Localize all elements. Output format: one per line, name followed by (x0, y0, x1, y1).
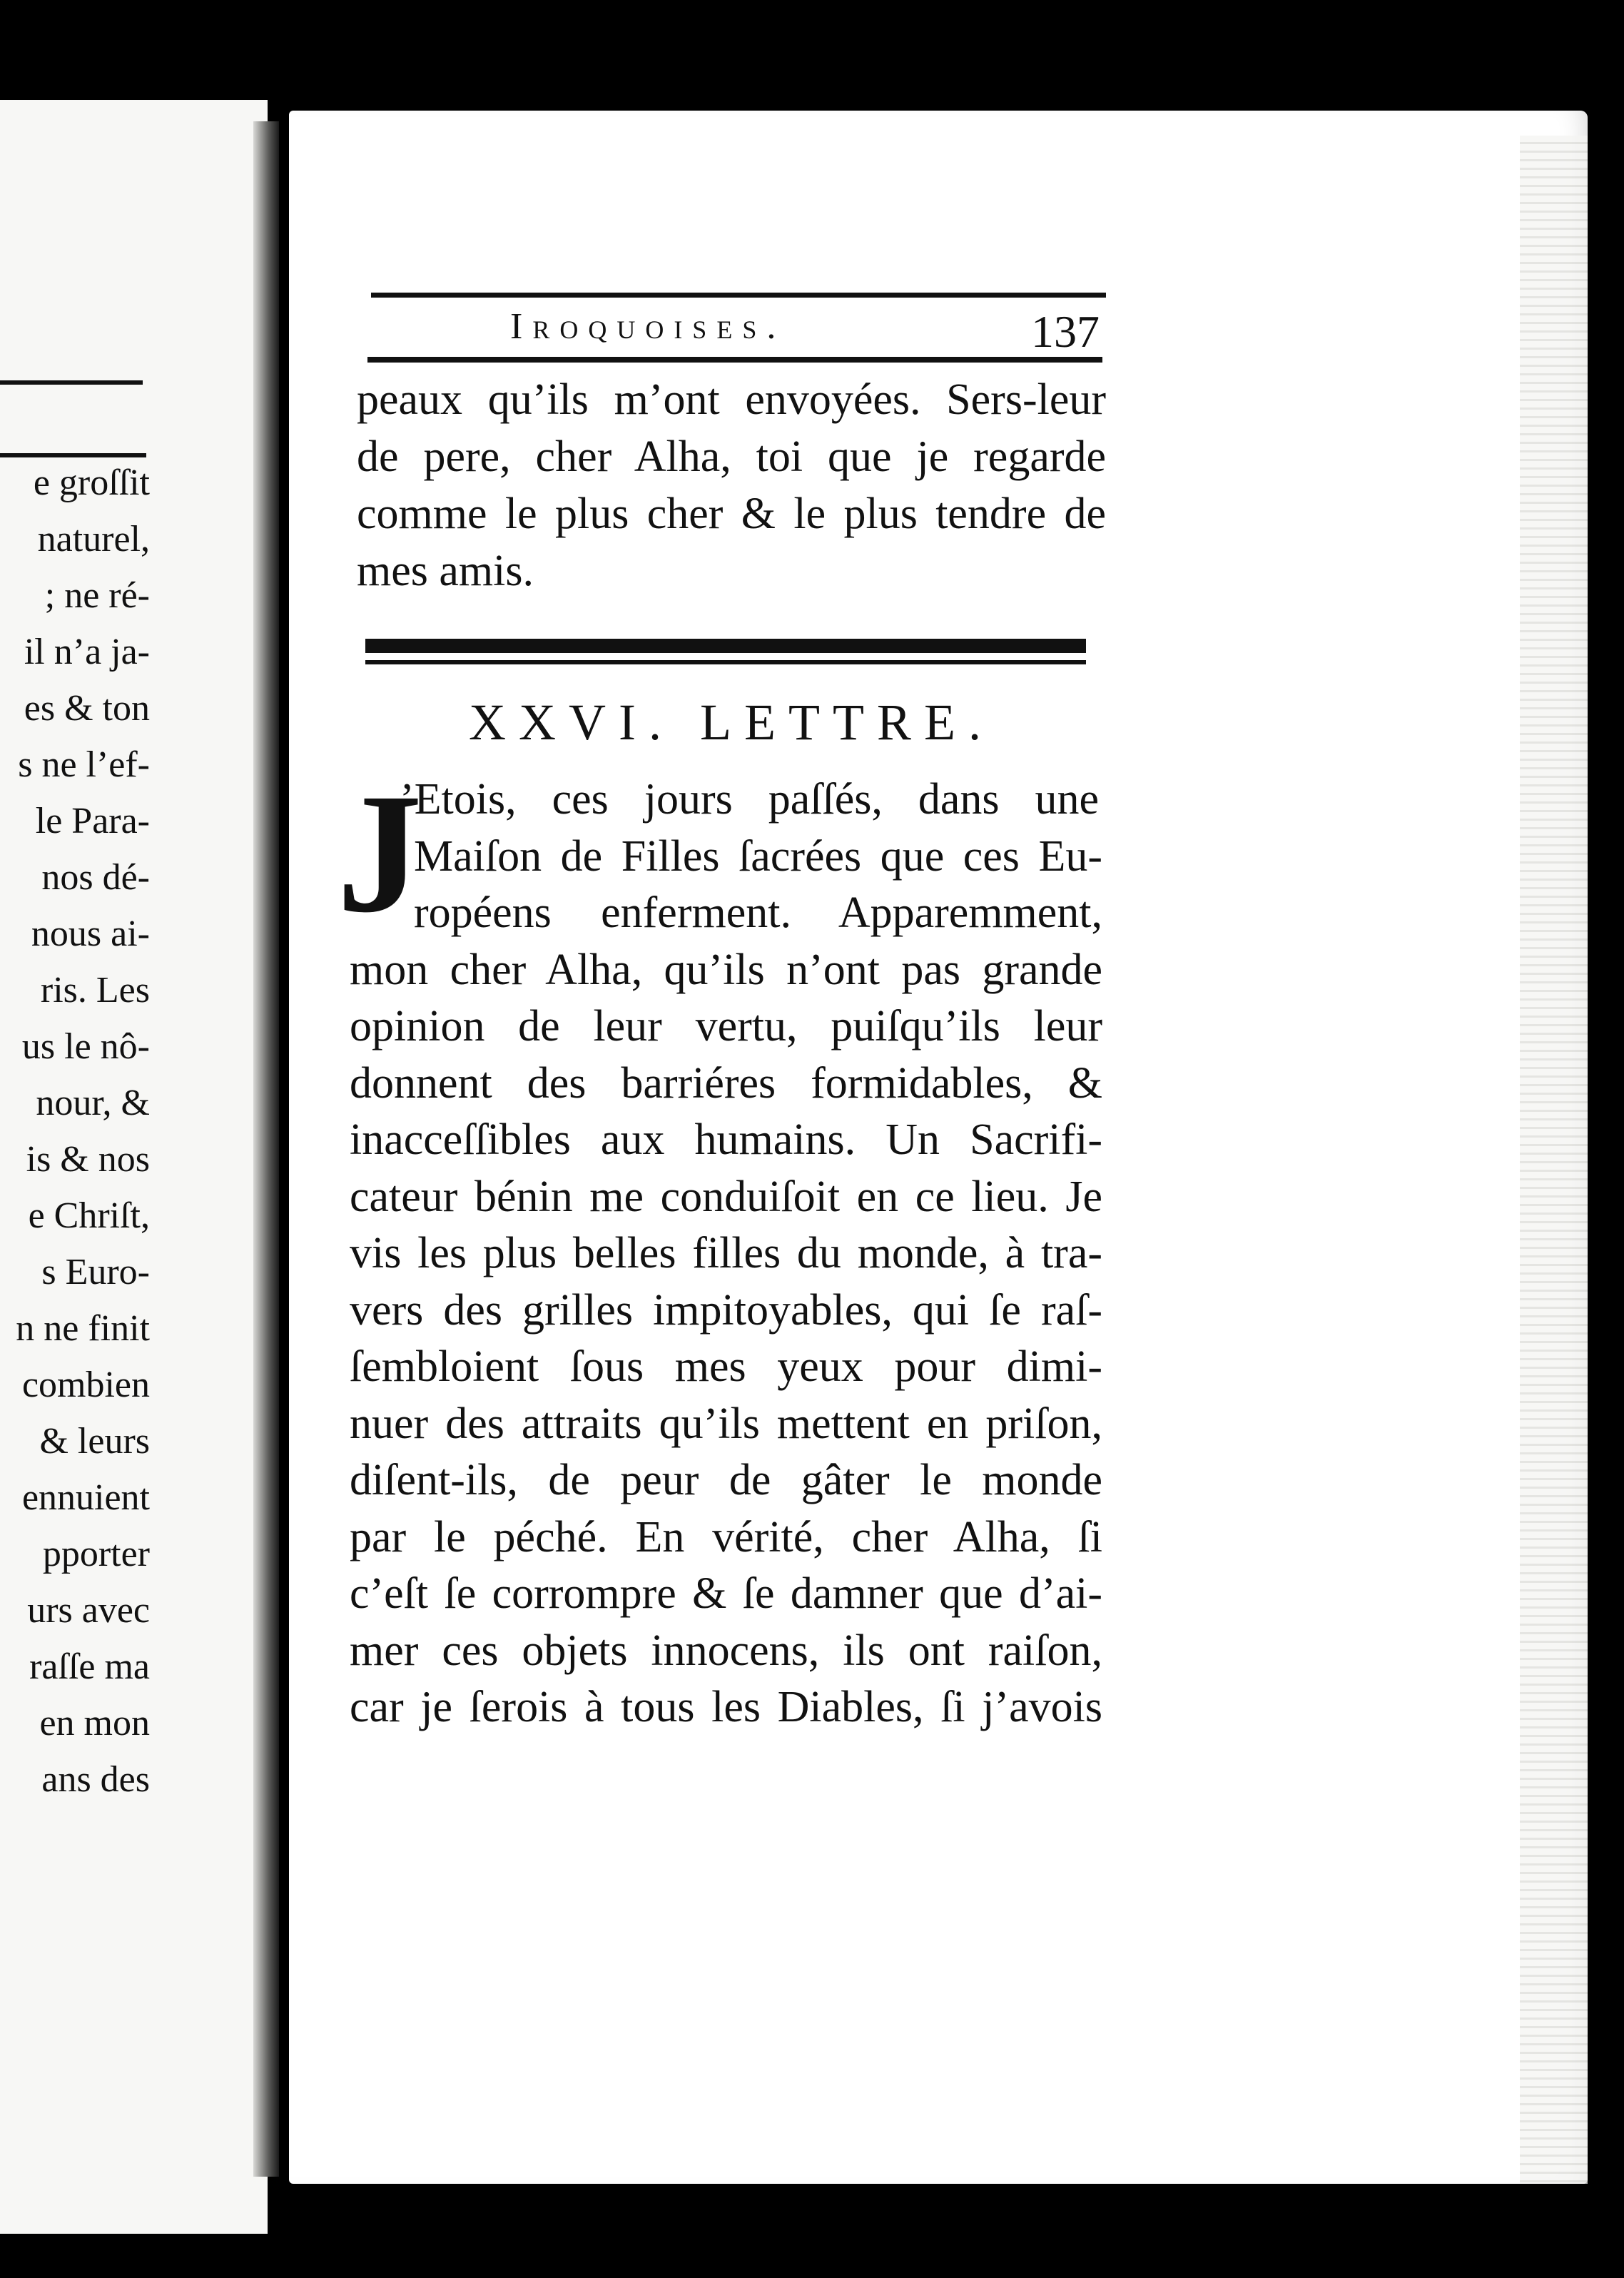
left-page-line (0, 1080, 150, 1126)
letter-line: mon cher Alha, qu’ils n’ont pas grande (350, 945, 1102, 994)
letter-line: ’Etois, ces jours paſſés, dans une (400, 775, 1099, 824)
letter-line: cateur bénin me conduiſoit en ce lieu. Je (350, 1172, 1102, 1221)
left-page-line-text: us le nô- (21, 1026, 150, 1067)
left-page-line-text: ennuient (21, 1477, 150, 1518)
left-page-line-text: ans des (41, 1759, 150, 1800)
left-page-line-text: nour, & (36, 1083, 150, 1123)
left-page-line (0, 1588, 150, 1634)
left-page-line-text: combien (21, 1365, 150, 1405)
left-page-line (0, 573, 150, 619)
left-page-rule-lower (0, 453, 146, 457)
page-number: 137 (1031, 306, 1100, 357)
letter-line: car je ſerois à tous les Diables, ſi j’avois (350, 1683, 1102, 1731)
continuation-line: comme le plus cher & le plus tendre de (357, 490, 1106, 538)
letter-line: c’eſt ſe corrompre & ſe damner que d’ai- (350, 1569, 1102, 1618)
left-facing-page (0, 100, 268, 2234)
letter-line: par le péché. En vérité, cher Alha, ſi (350, 1512, 1102, 1561)
header-rule-bottom (367, 357, 1102, 363)
book-gutter (253, 121, 279, 2177)
letter-line: donnent des barriéres formidables, & (350, 1058, 1102, 1108)
left-page-line-text: e groſſit (33, 462, 150, 503)
header-rule-top (371, 293, 1106, 298)
section-divider-thin (365, 660, 1086, 664)
left-page-line-text: raſſe ma (29, 1646, 150, 1687)
left-page-line-text: s ne l’ef- (18, 744, 150, 785)
left-page-line (0, 1250, 150, 1295)
continuation-line: peaux qu’ils m’ont envoyées. Sers-leur (357, 375, 1106, 424)
left-page-line (0, 1757, 150, 1803)
letter-line: opinion de leur vertu, puiſqu’ils leur (350, 1002, 1102, 1051)
letter-line: Maiſon de Filles ſacrées que ces Eu- (414, 831, 1102, 881)
left-page-line (0, 855, 150, 901)
letter-heading: XXVI. LETTRE. (469, 694, 994, 751)
drop-cap: J (337, 758, 422, 948)
letter-line: vers des grilles impitoyables, qui ſe raſ- (350, 1285, 1102, 1335)
left-page-line-text: en mon (39, 1703, 150, 1743)
left-page-rule (0, 380, 143, 385)
left-page-line-text: s Euro- (41, 1252, 150, 1292)
letter-line: nuer des attraits qu’ils mettent en priſon, (350, 1399, 1102, 1448)
letter-line: inacceſſibles aux humains. Un Sacrifi- (350, 1115, 1102, 1164)
letter-line: ropéens enferment. Apparemment, (414, 889, 1102, 937)
left-page-line-text: & leurs (39, 1421, 150, 1462)
letter-line: ſembloient ſous mes yeux pour dimi- (350, 1342, 1102, 1391)
left-page-line-text: is & nos (26, 1139, 150, 1180)
left-page-line (0, 686, 150, 732)
left-page-line (0, 968, 150, 1013)
left-page-line-text: pporter (42, 1534, 150, 1574)
left-page-line (0, 742, 150, 788)
left-page-line (0, 1644, 150, 1690)
letter-line: diſent-ils, de peur de gâter le monde (350, 1456, 1102, 1504)
left-page-line-text: le Para- (35, 801, 150, 841)
left-page-line-text: ; ne ré- (44, 575, 150, 616)
left-page-line (0, 517, 150, 562)
left-page-line (0, 1362, 150, 1408)
left-page-line-text: es & ton (24, 688, 150, 729)
left-page-line (0, 629, 150, 675)
left-page-line (0, 1306, 150, 1352)
left-page-line-text: n ne finit (16, 1308, 150, 1349)
left-page-line (0, 460, 150, 506)
left-page-line (0, 1475, 150, 1521)
left-page-line-text: il n’a ja- (24, 632, 150, 672)
left-page-line-text: ris. Les (40, 970, 150, 1011)
left-page-line-text: urs avec (27, 1590, 150, 1631)
left-page-line (0, 1419, 150, 1464)
page-edge (1520, 136, 1588, 2184)
continuation-line: mes amis. (357, 547, 534, 595)
left-page-line (0, 1137, 150, 1183)
left-page-line (0, 1024, 150, 1070)
letter-line: vis les plus belles filles du monde, à tra- (350, 1229, 1102, 1277)
left-page-line-text: e Chriſt, (28, 1195, 150, 1236)
section-divider-thick (365, 639, 1086, 653)
left-page-line (0, 1193, 150, 1239)
left-page-line-text: naturel, (37, 519, 150, 560)
letter-line: mer ces objets innocens, ils ont raiſon, (350, 1626, 1102, 1675)
left-page-line-text: nos dé- (41, 857, 150, 898)
left-page-line (0, 1701, 150, 1746)
left-page-line (0, 799, 150, 844)
left-page-line-text: nous ai- (31, 913, 150, 954)
continuation-line: de pere, cher Alha, toi que je regarde (357, 432, 1106, 481)
running-head: Iroquoises. (510, 306, 786, 347)
left-page-line (0, 911, 150, 957)
left-page-line (0, 1532, 150, 1577)
